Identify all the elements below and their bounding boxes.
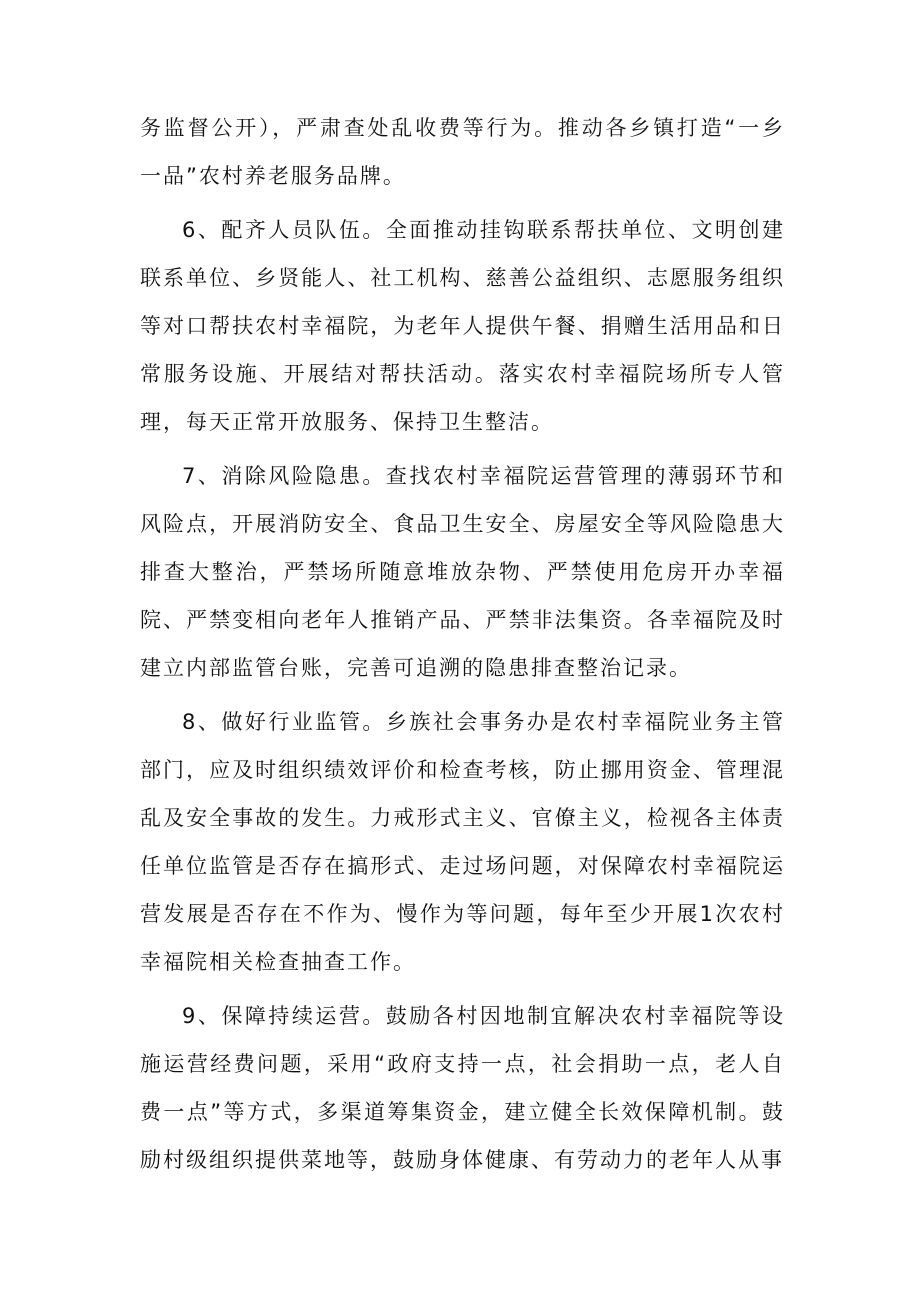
paragraph-item-7: 7、消除风险隐患。查找农村幸福院运营管理的薄弱环节和风险点，开展消防安全、食品卫生安全、房屋安全等风险隐患大排查大整治，严禁场所随意堆放杂物、严禁使用危房开办幸福院、严禁变相向老年人推销产品、严禁非法集资。各幸福院及时建立内部监管台账，完善可追溯的隐患排查整治记录。 — [140, 464, 785, 680]
paragraph-continued: 务监督公开），严肃查处乱收费等行为。推动各乡镇打造“一乡一品”农村养老服务品牌。 — [140, 116, 785, 188]
paragraph-item-8: 8、做好行业监管。乡族社会事务办是农村幸福院业务主管部门，应及时组织绩效评价和检查考核，防止挪用资金、管理混乱及安全事故的发生。力戒形式主义、官僚主义，检视各主体责任单位监管是否存在搞形式、走过场问题，对保障农村幸福院运营发展是否存在不作为、慢作为等问题，每年至少开展1次农村幸福院相关检查抽查工作。 — [140, 710, 785, 974]
document-body — [140, 104, 785, 1184]
paragraph-item-9: 9、保障持续运营。鼓励各村因地制宜解决农村幸福院等设施运营经费问题，采用“政府支持一点，社会捐助一点，老人自费一点”等方式，多渠道筹集资金，建立健全长效保障机制。鼓励村级组织提供菜地等，鼓励身体健康、有劳动力的老年人从事 — [140, 1004, 785, 1172]
paragraph-item-6: 6、配齐人员队伍。全面推动挂钩联系帮扶单位、文明创建联系单位、乡贤能人、社工机构、慈善公益组织、志愿服务组织等对口帮扶农村幸福院，为老年人提供午餐、捐赠生活用品和日常服务设施、开展结对帮扶活动。落实农村幸福院场所专人管理，每天正常开放服务、保持卫生整洁。 — [140, 218, 785, 434]
